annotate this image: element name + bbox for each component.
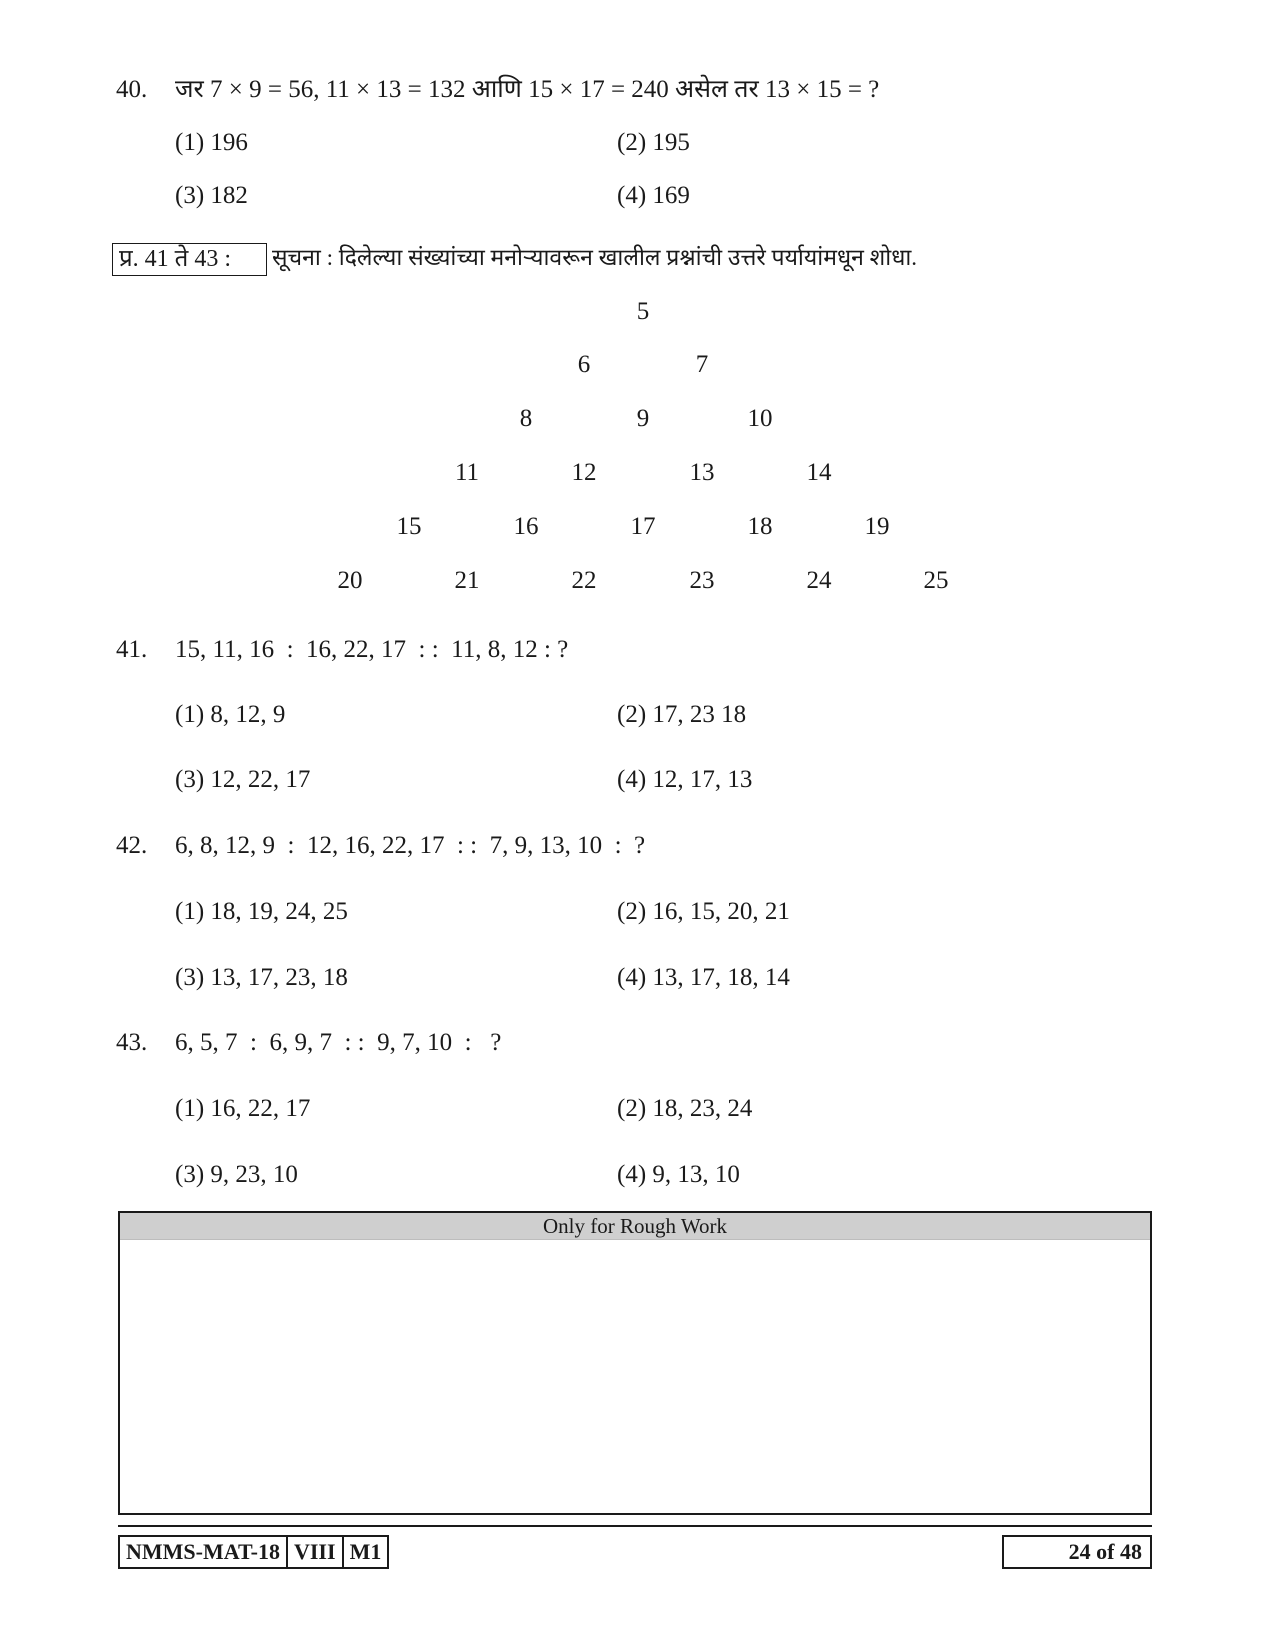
q42-option-1: (1) 18, 19, 24, 25 xyxy=(175,898,348,925)
q42-option-2: (2) 16, 15, 20, 21 xyxy=(617,898,790,925)
pyramid-number: 10 xyxy=(747,405,773,432)
pyramid-number: 23 xyxy=(689,567,715,594)
q43-option-4: (4) 9, 13, 10 xyxy=(617,1161,740,1188)
q40-option-2: (2) 195 xyxy=(617,129,690,156)
instruction-text: सूचना : दिलेल्या संख्यांच्या मनोऱ्यावरून खालील प्रश्नांची उत्तरे पर्यायांमधून शोधा. xyxy=(272,245,918,270)
instruction-label-box: प्र. 41 ते 43 : xyxy=(112,243,267,276)
question-40-number: 40. xyxy=(116,76,148,103)
pyramid-number: 12 xyxy=(571,459,597,486)
question-42-number: 42. xyxy=(116,832,148,859)
q41-option-4: (4) 12, 17, 13 xyxy=(617,766,753,793)
pyramid-number: 6 xyxy=(577,351,591,378)
question-40-text: जर 7 × 9 = 56, 11 × 13 = 132 आणि 15 × 17 = 240 असेल तर 13 × 15 = ? xyxy=(175,76,880,103)
pyramid-number: 5 xyxy=(636,298,650,325)
question-41-text: 15, 11, 16 : 16, 22, 17 : : 11, 8, 12 : ? xyxy=(175,636,569,663)
q42-option-4: (4) 13, 17, 18, 14 xyxy=(617,964,790,991)
footer-divider xyxy=(118,1525,1152,1527)
pyramid-number: 16 xyxy=(513,513,539,540)
q41-option-1: (1) 8, 12, 9 xyxy=(175,701,286,728)
q40-option-4: (4) 169 xyxy=(617,182,690,209)
footer-page-number: 24 of 48 xyxy=(1002,1535,1152,1569)
pyramid-number: 24 xyxy=(806,567,832,594)
pyramid-number: 13 xyxy=(689,459,715,486)
q40-option-3: (3) 182 xyxy=(175,182,248,209)
question-41-number: 41. xyxy=(116,636,148,663)
footer-code-box xyxy=(118,1535,389,1569)
rough-work-heading: Only for Rough Work xyxy=(120,1213,1150,1240)
q41-option-2: (2) 17, 23 18 xyxy=(617,701,747,728)
q43-option-2: (2) 18, 23, 24 xyxy=(617,1095,753,1122)
footer-medium: M1 xyxy=(349,1539,382,1564)
rough-work-box xyxy=(118,1211,1152,1515)
q43-option-3: (3) 9, 23, 10 xyxy=(175,1161,298,1188)
question-42-text: 6, 8, 12, 9 : 12, 16, 22, 17 : : 7, 9, 13, 10 : ? xyxy=(175,832,646,859)
pyramid-number: 20 xyxy=(337,567,363,594)
pyramid-number: 9 xyxy=(636,405,650,432)
pyramid-number: 15 xyxy=(396,513,422,540)
pyramid-number: 14 xyxy=(806,459,832,486)
question-43-text: 6, 5, 7 : 6, 9, 7 : : 9, 7, 10 : ? xyxy=(175,1029,502,1056)
pyramid-number: 8 xyxy=(519,405,533,432)
footer-class: VIII xyxy=(288,1537,344,1567)
pyramid-number: 11 xyxy=(454,459,480,486)
pyramid-number: 17 xyxy=(630,513,656,540)
q40-option-1: (1) 196 xyxy=(175,129,248,156)
q43-option-1: (1) 16, 22, 17 xyxy=(175,1095,311,1122)
q42-option-3: (3) 13, 17, 23, 18 xyxy=(175,964,348,991)
pyramid-number: 7 xyxy=(695,351,709,378)
pyramid-number: 19 xyxy=(864,513,890,540)
pyramid-number: 25 xyxy=(923,567,949,594)
pyramid-number: 21 xyxy=(454,567,480,594)
footer-paper-code: NMMS-MAT-18 xyxy=(120,1537,288,1567)
pyramid-number: 22 xyxy=(571,567,597,594)
q41-option-3: (3) 12, 22, 17 xyxy=(175,766,311,793)
question-43-number: 43. xyxy=(116,1029,148,1056)
pyramid-number: 18 xyxy=(747,513,773,540)
